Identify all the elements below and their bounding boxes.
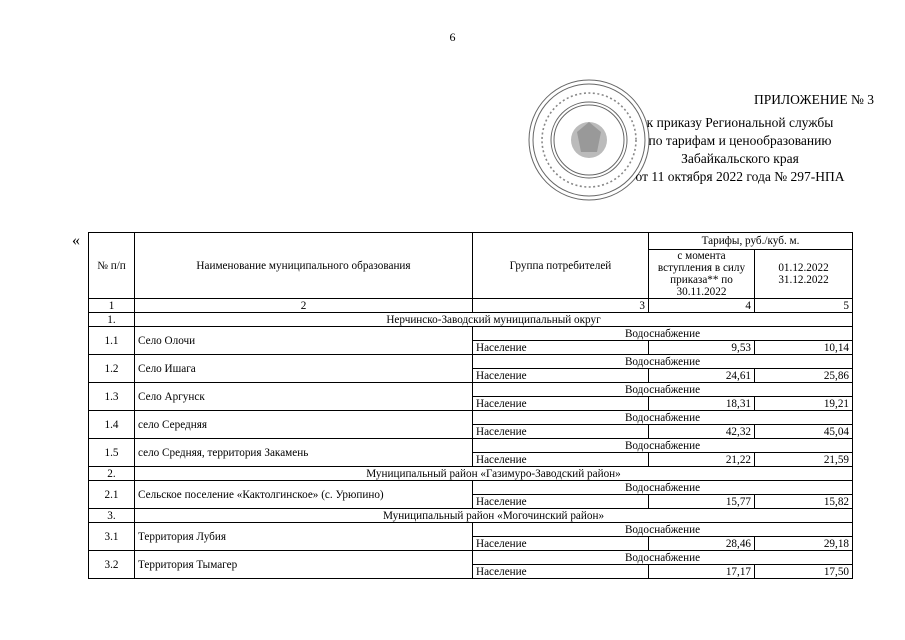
column-number: 2: [135, 299, 473, 313]
row-number: 1.5: [89, 439, 135, 467]
tariff-value-1: 9,53: [649, 341, 755, 355]
column-number: 4: [649, 299, 755, 313]
table-row: [89, 523, 853, 537]
appendix-line: Забайкальского края: [681, 151, 799, 166]
municipality-name: Территория Тымагер: [135, 551, 473, 579]
municipality-name: Село Аргунск: [135, 383, 473, 411]
tariff-value-1: 17,17: [649, 565, 755, 579]
row-number: 2.1: [89, 481, 135, 509]
header-num: № п/п: [89, 233, 135, 299]
row-number: 1.2: [89, 355, 135, 383]
section-number: 2.: [89, 467, 135, 481]
service-type: Водоснабжение: [473, 523, 853, 537]
section-row: [89, 313, 853, 327]
tariff-value-1: 24,61: [649, 369, 755, 383]
tariff-value-2: 15,82: [755, 495, 853, 509]
tariff-value-2: 45,04: [755, 425, 853, 439]
section-number: 3.: [89, 509, 135, 523]
tariff-value-1: 15,77: [649, 495, 755, 509]
consumer-group: Население: [473, 397, 649, 411]
header-tariffs: Тарифы, руб./куб. м.: [649, 233, 853, 250]
table-row: [89, 551, 853, 565]
section-title: Муниципальный район «Газимуро-Заводский район»: [135, 467, 853, 481]
header-group: Группа потребителей: [473, 233, 649, 299]
consumer-group: Население: [473, 453, 649, 467]
appendix-title: ПРИЛОЖЕНИЕ № 3: [753, 92, 874, 107]
section-title: Муниципальный район «Могочинский район»: [135, 509, 853, 523]
row-number: 3.2: [89, 551, 135, 579]
tariffs-table: [88, 232, 853, 579]
tariff-value-2: 10,14: [755, 341, 853, 355]
section-row: [89, 467, 853, 481]
row-number: 1.3: [89, 383, 135, 411]
service-type: Водоснабжение: [473, 439, 853, 453]
row-number: 1.1: [89, 327, 135, 355]
tariff-value-2: 19,21: [755, 397, 853, 411]
tariff-value-2: 25,86: [755, 369, 853, 383]
header-name: Наименование муниципального образования: [135, 233, 473, 299]
tariff-value-2: 17,50: [755, 565, 853, 579]
table-row: [89, 327, 853, 341]
tariff-value-1: 21,22: [649, 453, 755, 467]
appendix-line: к приказу Региональной службы: [646, 115, 834, 130]
opening-quote-mark: «: [72, 232, 80, 249]
column-number: 3: [473, 299, 649, 313]
appendix-line: по тарифам и ценообразованию: [648, 133, 832, 148]
table-row: [89, 481, 853, 495]
tariff-value-2: 21,59: [755, 453, 853, 467]
consumer-group: Население: [473, 341, 649, 355]
municipality-name: Сельское поселение «Кактолгинское» (с. Урюпино): [135, 481, 473, 509]
consumer-group: Население: [473, 495, 649, 509]
column-number: 1: [89, 299, 135, 313]
service-type: Водоснабжение: [473, 383, 853, 397]
row-number: 1.4: [89, 411, 135, 439]
header-period-2: 01.12.2022 31.12.2022: [755, 250, 853, 299]
service-type: Водоснабжение: [473, 481, 853, 495]
municipality-name: село Середняя: [135, 411, 473, 439]
municipality-name: Село Ишага: [135, 355, 473, 383]
municipality-name: Территория Лубия: [135, 523, 473, 551]
municipality-name: село Средняя, территория Закамень: [135, 439, 473, 467]
tariff-value-2: 29,18: [755, 537, 853, 551]
column-number: 5: [755, 299, 853, 313]
section-title: Нерчинско-Заводский муниципальный округ: [135, 313, 853, 327]
service-type: Водоснабжение: [473, 355, 853, 369]
table-row: [89, 411, 853, 425]
section-row: [89, 509, 853, 523]
service-type: Водоснабжение: [473, 327, 853, 341]
consumer-group: Население: [473, 425, 649, 439]
consumer-group: Население: [473, 537, 649, 551]
consumer-group: Население: [473, 565, 649, 579]
table-row: [89, 383, 853, 397]
section-number: 1.: [89, 313, 135, 327]
appendix-line: от 11 октября 2022 года № 297-НПА: [635, 169, 845, 184]
municipality-name: Село Олочи: [135, 327, 473, 355]
header-period-1: с момента вступления в силу приказа** по 30.11.2022: [649, 250, 755, 299]
tariff-value-1: 42,32: [649, 425, 755, 439]
service-type: Водоснабжение: [473, 411, 853, 425]
page-number: 6: [449, 30, 456, 44]
service-type: Водоснабжение: [473, 551, 853, 565]
table-row: [89, 355, 853, 369]
row-number: 3.1: [89, 523, 135, 551]
tariff-value-1: 18,31: [649, 397, 755, 411]
table-row: [89, 439, 853, 453]
consumer-group: Население: [473, 369, 649, 383]
tariff-value-1: 28,46: [649, 537, 755, 551]
